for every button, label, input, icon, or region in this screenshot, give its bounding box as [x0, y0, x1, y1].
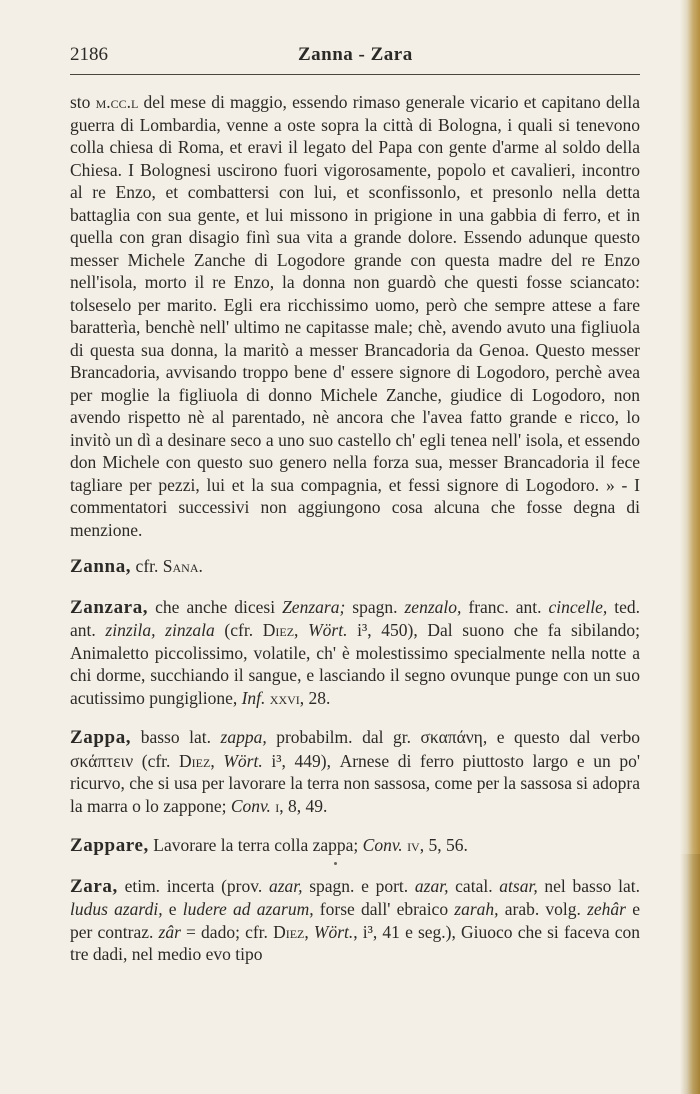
entry-text: catal. — [448, 875, 500, 896]
entry-text: basso lat. — [131, 727, 221, 747]
entry-text: nel basso lat. — [537, 875, 640, 896]
entry-text: e per contraz. — [70, 899, 640, 942]
page-body — [70, 91, 640, 966]
entry-italic: azar, — [268, 875, 303, 896]
entry-text: , — [210, 750, 224, 771]
entry-italic: cincelle, — [548, 596, 608, 617]
entry-text: , 8, 49. — [279, 795, 328, 816]
header-rule — [70, 74, 640, 75]
entry-text: che anche dicesi — [148, 596, 283, 617]
entry-text: forse dall' ebraico — [313, 899, 455, 919]
entry-text: , i³, 41 e seg.), Giuoco che si faceva con tre dadi, nel medio evo tipo — [70, 921, 641, 964]
headword-zara: Zara, — [70, 875, 118, 897]
entry-text: = dado; cfr. — [180, 921, 274, 942]
entry-italic: zâr — [158, 921, 181, 942]
entry-text: arab. volg. — [498, 899, 588, 919]
entry-text: , 5, 56. — [419, 835, 468, 855]
entry-text: , — [294, 620, 309, 640]
ink-speck — [334, 862, 337, 865]
entry-text: i³, 449), Arnese di ferro piuttosto largo e un po' ricurvo, che si usa per lavorare la terra non sassosa, come per la sassosa si adopra la marra o lo zappone; — [70, 750, 641, 816]
entry-text: cfr. — [131, 556, 163, 576]
entry-text: etim. incerta (prov. — [117, 875, 269, 896]
entry-italic: azar, — [414, 875, 449, 896]
entry-text: probabilm. dal gr. σκαπάνη, e questo dal verbo σκάπτειν (cfr. — [70, 727, 640, 771]
headword-zappare: Zappare, — [70, 835, 149, 856]
entry-italic: zinzila, zinzala — [105, 620, 215, 640]
entry-italic: zenzalo, — [404, 596, 462, 617]
headword-zanzara: Zanzara, — [70, 596, 149, 618]
intro-text-1: sto — [70, 92, 96, 112]
author-name: Diez — [179, 750, 211, 771]
cross-reference: Sana — [162, 556, 199, 576]
citation-roman: xxvi — [269, 687, 300, 708]
entry-text: . — [198, 556, 203, 576]
entry-italic: Wört. — [313, 921, 354, 942]
citation-work: Conv. — [362, 835, 403, 855]
entry-text: spagn. — [345, 596, 405, 617]
entry-italic: zarah, — [454, 899, 499, 919]
page-header — [70, 44, 640, 74]
page-number: 2186 — [70, 44, 108, 65]
entry-text: i³, 450), Dal suono che fa sibilando; Animaletto piccolissimo, volatile, ch' è molestissimo specialmente nella notte a chi dorme, succhiando il sangue, e lasciando il segno ovunque punge con un suo acutissimo pungiglione, — [70, 620, 641, 708]
intro-text-2: del mese di maggio, essendo rimaso generale vicario et capitano della guerra di Lombardia, venne a oste sopra la città di Bologna, i quali si tenevono colla chiesa di Roma, et eravi il legato del Papa con gente d'arme al soldo della Chiesa. I Bolognesi uscirono fuori vigorosamente, popolo et cavalieri, incontro al re Enzo, et combattersi con lui, et sconfissonlo, et presonlo nella detta battaglia con sua gente, et lui missono in prigione in una gabbia di ferro, et in quella con gran disagio finì sua vita a grande dolore. Essendo adunque questo messer Michele Zanche di Logodore grande con questa madre del re Enzo nell'isola, morto il re Enzo, la donna non guardò che questi fosse sciancato: tolseselo per marito. Egli era ricchissimo uomo, però che sempre attese a fare baratterìa, benchè nell' ultimo ne capitasse male; chè, avendo avuto una figliuola di questa sua donna, la maritò a messer Brancadoria da Genoa. Questo messer Brancadoria, avvisando troppo bene d' essere signore di Logodoro, perchè avea per moglie la figliuola di donno Michele Zanche, giudice di Logodoro, non avendo rispetto nè al parentado, nè ancora che l'avea fatto grande e ricco, lo invitò un dì a desinare seco a uno suo castello ch' egli tenea nell' isola, et essendo don Michele con questo suo genero nella forza sua, messer Brancadoria il fece tagliare per pezzi, lui et la sua compagnia, et fessi signore di Logodoro. » - I commentatori successivi non aggiungono cosa alcuna che fosse degna di menzione. — [70, 92, 640, 540]
entry-text: , 28. — [299, 687, 331, 708]
citation-roman: iv — [407, 835, 420, 855]
author-name: Diez — [273, 921, 305, 942]
entry-italic: ludus azardi, — [70, 899, 163, 919]
entry-text: (cfr. — [214, 620, 263, 640]
author-name: Diez — [262, 620, 295, 640]
entry-italic: zehâr — [587, 899, 626, 919]
running-head: Zanna - Zara — [298, 44, 413, 65]
entry-text: franc. ant. — [461, 596, 549, 617]
entry-text: Lavorare la terra colla zappa; — [148, 835, 363, 855]
intro-roman-date: m.cc.l — [95, 92, 139, 112]
headword-zappa: Zappa, — [70, 727, 132, 748]
entry-italic: zappa, — [220, 727, 267, 747]
entry-italic: ludere ad azarum, — [182, 899, 314, 919]
entry-zappa — [70, 726, 640, 817]
paragraph-intro — [70, 91, 640, 541]
entry-text: ted. ant. — [70, 596, 641, 640]
entry-italic: atsar, — [499, 875, 538, 896]
citation-work: Conv. — [230, 795, 271, 816]
entry-text: spagn. e port. — [302, 875, 415, 896]
entry-zara — [70, 875, 640, 966]
headword-zanna: Zanna, — [70, 556, 132, 577]
entry-zanzara — [70, 596, 640, 710]
page-edge-stain — [680, 854, 700, 1094]
citation-work: Inf. — [241, 687, 266, 708]
entry-italic: Zenzara; — [282, 596, 346, 617]
entry-text: , — [304, 921, 314, 942]
entry-zanna — [70, 555, 640, 579]
entry-zappare — [70, 834, 640, 858]
entry-text: e — [162, 899, 183, 919]
entry-italic: Wört. — [223, 750, 263, 771]
citation-roman: i — [275, 795, 280, 816]
entry-italic: Wört. — [308, 620, 348, 640]
